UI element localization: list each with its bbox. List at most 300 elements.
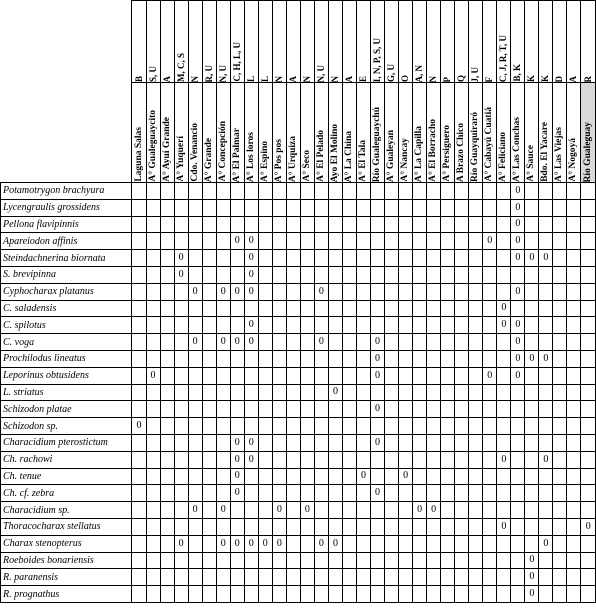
- table-row: [1, 233, 596, 250]
- site-code-header: [146, 1, 160, 83]
- site-name-label: A° Yuquerí: [175, 136, 186, 182]
- empty-cell: [413, 216, 427, 233]
- empty-cell: [356, 569, 370, 586]
- site-code-label: A: [343, 75, 354, 82]
- site-name-header: [188, 83, 202, 183]
- empty-cell: [525, 451, 539, 468]
- empty-cell: [188, 468, 202, 485]
- presence-mark: 0: [525, 569, 539, 586]
- site-code-label: D: [554, 75, 565, 82]
- species-name-cell: Charax stenopterus: [1, 535, 132, 552]
- empty-cell: [483, 401, 497, 418]
- empty-cell: [216, 250, 230, 267]
- site-name-header: [300, 83, 314, 183]
- empty-cell: [132, 451, 146, 468]
- empty-cell: [371, 233, 385, 250]
- empty-cell: [146, 468, 160, 485]
- empty-cell: [399, 334, 413, 351]
- site-name-label: A° Las Viejas: [554, 127, 565, 182]
- empty-cell: [567, 216, 581, 233]
- site-code-header: [272, 1, 286, 83]
- presence-mark: 0: [174, 266, 188, 283]
- empty-cell: [286, 250, 300, 267]
- empty-cell: [553, 216, 567, 233]
- presence-mark: 0: [497, 451, 511, 468]
- site-code-header: [258, 1, 272, 83]
- empty-cell: [286, 317, 300, 334]
- empty-cell: [314, 518, 328, 535]
- empty-cell: [188, 434, 202, 451]
- site-code-header: [244, 1, 258, 83]
- table-row: [1, 199, 596, 216]
- empty-cell: [371, 451, 385, 468]
- empty-cell: [413, 384, 427, 401]
- empty-cell: [342, 367, 356, 384]
- empty-cell: [258, 250, 272, 267]
- empty-cell: [371, 266, 385, 283]
- empty-cell: [244, 183, 258, 200]
- empty-cell: [244, 216, 258, 233]
- site-code-label: N, U: [315, 64, 326, 82]
- empty-cell: [244, 502, 258, 519]
- empty-cell: [441, 334, 455, 351]
- empty-cell: [497, 334, 511, 351]
- empty-cell: [427, 535, 441, 552]
- empty-cell: [385, 183, 399, 200]
- empty-cell: [314, 451, 328, 468]
- site-name-label: A° Ayuí Grande: [161, 117, 172, 182]
- empty-cell: [525, 334, 539, 351]
- site-code-label: R: [582, 75, 593, 82]
- site-code-header: [286, 1, 300, 83]
- empty-cell: [342, 502, 356, 519]
- empty-cell: [272, 468, 286, 485]
- empty-cell: [216, 317, 230, 334]
- empty-cell: [202, 485, 216, 502]
- site-code-header: [328, 1, 342, 83]
- species-name-cell: C. saladensis: [1, 300, 132, 317]
- empty-cell: [244, 300, 258, 317]
- empty-cell: [258, 216, 272, 233]
- site-code-header: [314, 1, 328, 83]
- empty-cell: [160, 300, 174, 317]
- empty-cell: [371, 216, 385, 233]
- empty-cell: [581, 334, 596, 351]
- empty-cell: [385, 552, 399, 569]
- empty-cell: [455, 586, 469, 603]
- empty-cell: [511, 401, 525, 418]
- empty-cell: [314, 586, 328, 603]
- empty-cell: [497, 535, 511, 552]
- empty-cell: [342, 451, 356, 468]
- empty-cell: [230, 401, 244, 418]
- empty-cell: [385, 199, 399, 216]
- empty-cell: [483, 266, 497, 283]
- site-code-header: [230, 1, 244, 83]
- empty-cell: [188, 535, 202, 552]
- empty-cell: [581, 350, 596, 367]
- empty-cell: [497, 434, 511, 451]
- empty-cell: [160, 233, 174, 250]
- empty-cell: [328, 552, 342, 569]
- empty-cell: [342, 317, 356, 334]
- empty-cell: [328, 434, 342, 451]
- empty-cell: [188, 250, 202, 267]
- empty-cell: [567, 434, 581, 451]
- empty-cell: [314, 367, 328, 384]
- empty-cell: [441, 451, 455, 468]
- empty-cell: [286, 233, 300, 250]
- site-code-header: [202, 1, 216, 83]
- empty-cell: [230, 317, 244, 334]
- empty-cell: [525, 502, 539, 519]
- empty-cell: [146, 283, 160, 300]
- empty-cell: [567, 367, 581, 384]
- empty-cell: [356, 300, 370, 317]
- site-code-label: G, U: [386, 64, 397, 82]
- site-name-label: A° Cabayú Cuatiá: [484, 107, 495, 182]
- empty-cell: [455, 300, 469, 317]
- site-code-header: [160, 1, 174, 83]
- empty-cell: [216, 350, 230, 367]
- empty-cell: [371, 183, 385, 200]
- empty-cell: [202, 401, 216, 418]
- empty-cell: [314, 233, 328, 250]
- species-name-cell: Steindachnerina biornata: [1, 250, 132, 267]
- empty-cell: [146, 451, 160, 468]
- presence-mark: 0: [216, 502, 230, 519]
- empty-cell: [427, 418, 441, 435]
- empty-cell: [497, 199, 511, 216]
- empty-cell: [216, 401, 230, 418]
- empty-cell: [581, 552, 596, 569]
- empty-cell: [160, 586, 174, 603]
- table-row: [1, 283, 596, 300]
- empty-cell: [342, 468, 356, 485]
- site-code-label: J, U: [470, 66, 481, 82]
- empty-cell: [483, 250, 497, 267]
- empty-cell: [455, 367, 469, 384]
- empty-cell: [399, 367, 413, 384]
- species-name-cell: C. spilotus: [1, 317, 132, 334]
- empty-cell: [188, 569, 202, 586]
- empty-cell: [511, 468, 525, 485]
- site-name-header: [216, 83, 230, 183]
- empty-cell: [553, 250, 567, 267]
- site-name-label: A° Las Conchas: [512, 116, 523, 182]
- empty-cell: [216, 569, 230, 586]
- empty-cell: [258, 569, 272, 586]
- presence-mark: 0: [511, 216, 525, 233]
- empty-cell: [413, 317, 427, 334]
- presence-mark: 0: [146, 367, 160, 384]
- empty-cell: [525, 401, 539, 418]
- empty-cell: [160, 367, 174, 384]
- empty-cell: [385, 434, 399, 451]
- empty-cell: [371, 283, 385, 300]
- empty-cell: [441, 468, 455, 485]
- presence-mark: 0: [314, 283, 328, 300]
- empty-cell: [539, 216, 553, 233]
- site-code-header: [427, 1, 441, 83]
- empty-cell: [581, 300, 596, 317]
- empty-cell: [483, 317, 497, 334]
- empty-cell: [216, 216, 230, 233]
- empty-cell: [300, 233, 314, 250]
- empty-cell: [314, 485, 328, 502]
- empty-cell: [385, 334, 399, 351]
- empty-cell: [216, 266, 230, 283]
- site-code-header: [356, 1, 370, 83]
- empty-cell: [132, 334, 146, 351]
- site-name-header: [258, 83, 272, 183]
- presence-mark: 0: [511, 334, 525, 351]
- empty-cell: [230, 367, 244, 384]
- empty-cell: [539, 552, 553, 569]
- site-code-label: N: [428, 75, 439, 82]
- empty-cell: [188, 451, 202, 468]
- site-code-label: S, U: [147, 65, 158, 82]
- empty-cell: [553, 535, 567, 552]
- site-name-label: A° Urquiza: [287, 135, 298, 182]
- site-code-label: A, N: [414, 64, 425, 82]
- empty-cell: [342, 384, 356, 401]
- presence-mark: 0: [244, 451, 258, 468]
- empty-cell: [553, 518, 567, 535]
- empty-cell: [328, 502, 342, 519]
- presence-mark: 0: [244, 266, 258, 283]
- empty-cell: [272, 518, 286, 535]
- site-name-header: [553, 83, 567, 183]
- species-name-cell: C. voga: [1, 334, 132, 351]
- empty-cell: [174, 518, 188, 535]
- empty-cell: [272, 586, 286, 603]
- empty-cell: [399, 350, 413, 367]
- empty-cell: [441, 535, 455, 552]
- empty-cell: [356, 485, 370, 502]
- empty-cell: [581, 317, 596, 334]
- species-name-cell: Cyphocharax platanus: [1, 283, 132, 300]
- empty-cell: [286, 552, 300, 569]
- site-name-label: Cdo. Venancio: [189, 123, 200, 182]
- empty-cell: [272, 418, 286, 435]
- empty-cell: [399, 401, 413, 418]
- presence-mark: 0: [497, 518, 511, 535]
- empty-cell: [497, 586, 511, 603]
- site-code-header: [342, 1, 356, 83]
- table-row: [1, 266, 596, 283]
- site-name-header: [230, 83, 244, 183]
- empty-cell: [216, 518, 230, 535]
- species-name-cell: Schizodon sp.: [1, 418, 132, 435]
- empty-cell: [371, 300, 385, 317]
- empty-cell: [132, 317, 146, 334]
- empty-cell: [413, 586, 427, 603]
- presence-mark: 0: [314, 535, 328, 552]
- empty-cell: [483, 535, 497, 552]
- presence-mark: 0: [216, 283, 230, 300]
- site-name-label: Río Guayquiraró: [470, 112, 481, 182]
- empty-cell: [525, 468, 539, 485]
- empty-cell: [413, 485, 427, 502]
- empty-cell: [497, 283, 511, 300]
- empty-cell: [567, 485, 581, 502]
- empty-cell: [230, 552, 244, 569]
- empty-cell: [427, 569, 441, 586]
- empty-cell: [385, 367, 399, 384]
- empty-cell: [216, 300, 230, 317]
- empty-cell: [202, 384, 216, 401]
- empty-cell: [132, 266, 146, 283]
- empty-cell: [272, 569, 286, 586]
- empty-cell: [272, 250, 286, 267]
- empty-cell: [413, 468, 427, 485]
- empty-cell: [286, 569, 300, 586]
- empty-cell: [342, 334, 356, 351]
- empty-cell: [132, 552, 146, 569]
- empty-cell: [258, 317, 272, 334]
- empty-cell: [230, 384, 244, 401]
- presence-mark: 0: [216, 535, 230, 552]
- empty-cell: [244, 418, 258, 435]
- empty-cell: [455, 199, 469, 216]
- empty-cell: [216, 367, 230, 384]
- empty-cell: [342, 434, 356, 451]
- empty-cell: [427, 350, 441, 367]
- empty-cell: [174, 434, 188, 451]
- empty-cell: [553, 468, 567, 485]
- empty-cell: [455, 518, 469, 535]
- empty-cell: [314, 317, 328, 334]
- empty-cell: [314, 300, 328, 317]
- empty-cell: [413, 266, 427, 283]
- empty-cell: [385, 535, 399, 552]
- empty-cell: [202, 535, 216, 552]
- presence-mark: 0: [188, 334, 202, 351]
- empty-cell: [483, 418, 497, 435]
- empty-cell: [342, 266, 356, 283]
- empty-cell: [328, 334, 342, 351]
- empty-cell: [258, 334, 272, 351]
- empty-cell: [511, 418, 525, 435]
- empty-cell: [497, 350, 511, 367]
- empty-cell: [272, 401, 286, 418]
- empty-cell: [553, 334, 567, 351]
- table-row: [1, 552, 596, 569]
- empty-cell: [244, 485, 258, 502]
- empty-cell: [427, 401, 441, 418]
- empty-cell: [230, 502, 244, 519]
- empty-cell: [441, 367, 455, 384]
- empty-cell: [328, 216, 342, 233]
- empty-cell: [230, 250, 244, 267]
- presence-mark: 0: [511, 317, 525, 334]
- site-name-header: [371, 83, 385, 183]
- empty-cell: [258, 350, 272, 367]
- empty-cell: [146, 350, 160, 367]
- empty-cell: [132, 199, 146, 216]
- empty-cell: [525, 216, 539, 233]
- table-row: [1, 334, 596, 351]
- empty-cell: [342, 569, 356, 586]
- empty-cell: [160, 502, 174, 519]
- empty-cell: [202, 183, 216, 200]
- empty-cell: [286, 350, 300, 367]
- site-name-label: Ayo El Molino: [329, 123, 340, 182]
- empty-cell: [483, 518, 497, 535]
- site-name-label: A° Gualeyan: [386, 129, 397, 182]
- table-row: [1, 317, 596, 334]
- empty-cell: [427, 300, 441, 317]
- empty-cell: [216, 183, 230, 200]
- empty-cell: [286, 485, 300, 502]
- empty-cell: [413, 199, 427, 216]
- presence-mark: 0: [413, 502, 427, 519]
- empty-cell: [244, 367, 258, 384]
- empty-cell: [455, 485, 469, 502]
- empty-cell: [328, 199, 342, 216]
- empty-cell: [525, 418, 539, 435]
- empty-cell: [371, 250, 385, 267]
- empty-cell: [525, 183, 539, 200]
- species-name-cell: Thoracocharax stellatus: [1, 518, 132, 535]
- empty-cell: [300, 418, 314, 435]
- empty-cell: [258, 485, 272, 502]
- empty-cell: [202, 451, 216, 468]
- site-name-header: [202, 83, 216, 183]
- empty-cell: [567, 266, 581, 283]
- site-name-label: A° Gualeguaycito: [147, 110, 158, 182]
- empty-cell: [399, 317, 413, 334]
- empty-cell: [188, 401, 202, 418]
- empty-cell: [160, 434, 174, 451]
- empty-cell: [469, 418, 483, 435]
- empty-cell: [371, 317, 385, 334]
- empty-cell: [174, 350, 188, 367]
- empty-cell: [216, 233, 230, 250]
- presence-mark: 0: [230, 233, 244, 250]
- empty-cell: [300, 266, 314, 283]
- empty-cell: [385, 233, 399, 250]
- empty-cell: [216, 468, 230, 485]
- empty-cell: [356, 434, 370, 451]
- empty-cell: [146, 485, 160, 502]
- empty-cell: [314, 552, 328, 569]
- empty-cell: [328, 418, 342, 435]
- empty-cell: [539, 418, 553, 435]
- presence-mark: 0: [511, 283, 525, 300]
- empty-cell: [244, 401, 258, 418]
- empty-cell: [146, 250, 160, 267]
- empty-cell: [553, 451, 567, 468]
- empty-cell: [356, 199, 370, 216]
- empty-cell: [483, 300, 497, 317]
- empty-cell: [539, 502, 553, 519]
- empty-cell: [202, 367, 216, 384]
- empty-cell: [188, 552, 202, 569]
- table-row: [1, 367, 596, 384]
- empty-cell: [413, 233, 427, 250]
- empty-cell: [314, 199, 328, 216]
- empty-cell: [342, 535, 356, 552]
- site-name-label: A° Concepción: [217, 121, 228, 182]
- empty-cell: [581, 233, 596, 250]
- table-row: [1, 418, 596, 435]
- table-row: [1, 350, 596, 367]
- empty-cell: [356, 401, 370, 418]
- empty-cell: [286, 451, 300, 468]
- empty-cell: [441, 183, 455, 200]
